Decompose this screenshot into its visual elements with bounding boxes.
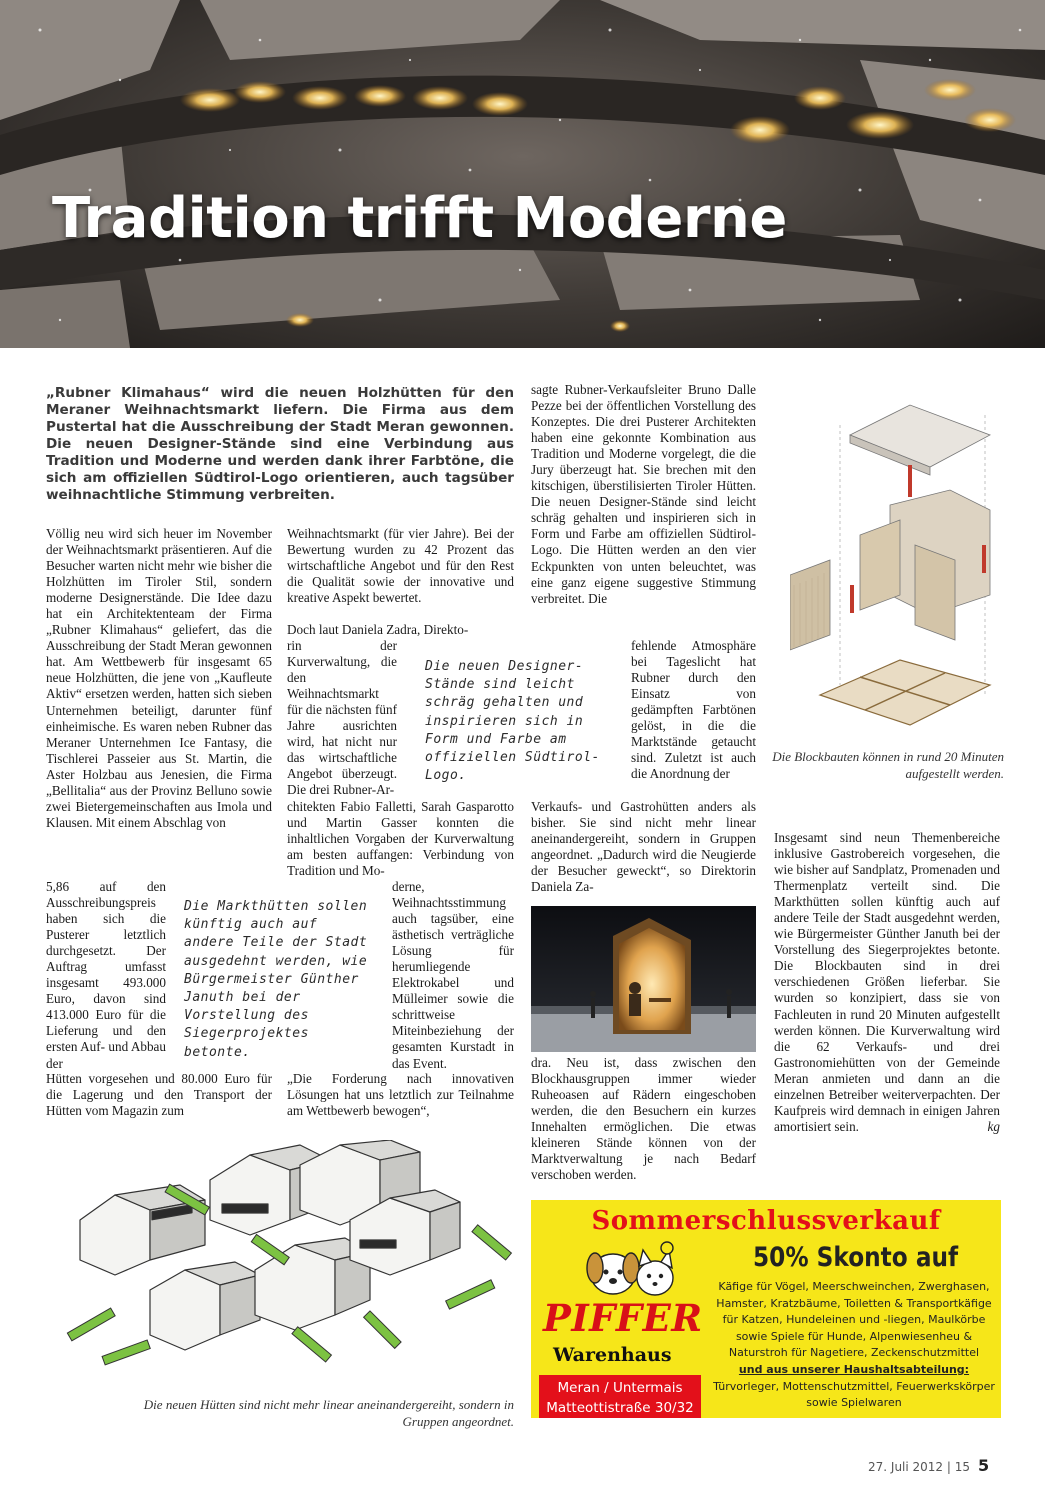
- hut-group-sketch: [60, 1140, 520, 1390]
- hero-image: [0, 0, 1045, 348]
- column-2-text: Weihnachtsmarkt (für vier Jahre). Bei der Bewertung wurden zu 42 Prozent das wirtschaftliche Angebot und für den Rest die Qualität sowie der innovative und kreative Aspekt bewertet.: [287, 526, 514, 606]
- ad-pets-illustration: [577, 1240, 687, 1302]
- ad-discount: 50% Skonto auf: [753, 1242, 959, 1273]
- hut-night-photo: [531, 906, 756, 1052]
- author-initials: kg: [987, 1118, 1000, 1134]
- column-1-narrow-text: 5,86 auf den Ausschreibungspreis haben sich die Pusterer letztlich durchgesetzt. Der Auftrag umfasst insgesamt 493.000 Euro, davon sind 413.000 Euro für die Lieferung und den ersten Auf- und Abbau der: [46, 879, 166, 1071]
- ad-address-line-1: Meran / Untermais: [557, 1380, 683, 1396]
- column-1-bottom-text: Hütten vorgesehen und 80.000 Euro für die Lagerung und den Transport der Hütten vom Magazin zum: [46, 1071, 272, 1119]
- ad-brand-logo: PIFFER: [543, 1296, 703, 1340]
- pullquote-markthuetten: Die Markthütten sollen künftig auch auf andere Teile der Stadt ausgedehnt werden, wie Bürgermeister Günther Januth bei der Vorstellung des Siegerprojektes betonte.: [184, 899, 368, 1060]
- column-2-mid-text: chitekten Fabio Falletti, Sarah Gasparotto und Martin Gasser konnten die inhaltlichen Vorgaben der Kurverwaltung am besten auffangen: Verbindung von Tradition und Mo-: [287, 799, 514, 879]
- issue-date: 27. Juli 2012 | 15: [868, 1460, 971, 1474]
- caption-blockbauten: Die Blockbauten können in rund 20 Minuten aufgestellt werden.: [772, 749, 1004, 781]
- page-number: 5: [978, 1456, 990, 1475]
- column-2-bottom-text: „Die Forderung nach innovativen Lösungen hat uns letztlich zur Teilnahme am Wettbewerb bewogen“,: [287, 1071, 514, 1119]
- column-3-text: sagte Rubner-Verkaufsleiter Bruno Dalle Pezze bei der öffentlichen Vorstellung des Konzeptes. Die drei Pusterer Architekten haben eine gekonnte Kombination aus Tradition und Moderne vorgelegt, die die Jury überzeugt hat. Sie brechen mit den kitschigen, überstilisierten Tiroler Hütten. Die neuen Designer-Stände sind leicht schräg gehalten und inspirieren sich in Form und Farbe am offiziellen Südtirol-Logo. Die Hütten werden an den vier Eckpunkten von unten beleuchtet, was eine ganz eigene suggestive Stimmung verbreitet. Die: [531, 382, 756, 606]
- column-2-right-narrow-text: derne, Weihnachtsstimmung auch tagsüber, eine ästhetisch verträgliche Lösung für herumliegende Elektrokabel und Mülleimer sowie die schrittweise Miteinbeziehung der gesamten Kurstadt in das Event.: [392, 879, 514, 1071]
- exploded-hut-drawing: [790, 395, 1005, 735]
- ad-items: Käfige für Vögel, Meerschweinchen, Zwerghasen, Hamster, Kratzbäume, Toiletten & Transportkäfige für Katzen, Hundeleinen und -liegen, Maulkörbe sowie Spiele für Hunde, Alpenwiesenheu & Naturstroh für Nagetiere, Zeckenschutzmittel: [716, 1280, 992, 1360]
- column-1-text: Völlig neu wird sich heuer im November der Weihnachtsmarkt präsentieren. Auf die Besucher warten nicht mehr wie bisher die Holzhütten im Tiroler Stil, sondern moderne Designerstände. Die Idee dazu hat ein Architektenteam der Firma „Rubner Klimahaus“ geliefert, das die Ausschreibung der Stadt Meran gewonnen hat. Am Wettbewerb für insgesamt 65 neue Holzhütten, die jene von „Kaufleute Aktiv“ ersetzen werden, hatten sich sieben Unternehmen beteiligt, darunter fünf einheimische. Es waren neben Rubner das Meraner Unternehmen Ice Fantasy, die Tischlerei Passeier aus St. Martin, die Aster Holzbau aus Jenesien, die Firma „Bellitalia“ aus der Provinz Belluno sowie zwei Bietergemeinschaften aus Imola und Klausen. Mit einem Abschlag von: [46, 526, 272, 830]
- caption-huetten: Die neuen Hütten sind nicht mehr linear aneinandergereiht, sondern in Gruppen angeordnet.: [143, 1397, 514, 1429]
- headline: Tradition trifft Moderne: [52, 186, 787, 251]
- advertisement-piffer[interactable]: [531, 1200, 1001, 1418]
- ad-title: Sommerschlussverkauf: [591, 1206, 941, 1236]
- pullquote-designer-staende: Die neuen Designer-Stände sind leicht schräg gehalten und inspirieren sich in Form und Farbe am offiziellen Südtirol-Logo.: [425, 659, 600, 784]
- column-3-narrow-text: fehlende Atmosphäre bei Tageslicht hat Rubner durch den Einsatz von gedämpften Farbtönen gelöst, in die die Marktstände getaucht sind. Zuletzt ist auch die Anordnung der: [631, 638, 756, 782]
- column-4-text: [774, 830, 1000, 1135]
- column-2-zadra-text: Doch laut Daniela Zadra, Direkto-: [287, 622, 469, 637]
- ad-product-list: [709, 1279, 999, 1412]
- column-2-narrow-text: rin der Kurverwaltung, die den Weihnachtsmarkt für die nächsten fünf Jahre ausrichten wird, hat nicht nur das wirtschaftliche Angebot überzeugt. Die drei Rubner-Ar-: [287, 638, 397, 798]
- page-footer: [868, 1456, 989, 1475]
- ad-brand-subtitle: Warenhaus: [553, 1344, 672, 1366]
- ad-address-line-2: Matteottistraße 30/32: [546, 1400, 694, 1416]
- column-3-mid-text: Verkaufs- und Gastrohütten anders als bisher. Sie sind nicht mehr linear aneinandergereiht, sondern in Gruppen angeordnet. „Dadurch wird die Neugierde der Besucher geweckt“, so Direktorin Daniela Za-: [531, 799, 756, 895]
- column-3-bottom-text: dra. Neu ist, dass zwischen den Blockhausgruppen immer wieder Ruheoasen auf Rädern eingeschoben werden, die den Besuchern ein kurzes Innehalten ermöglichen. Die etwas kleineren Stände können von der Marktverwaltung je nach Bedarf verschoben werden.: [531, 1055, 756, 1183]
- lead-paragraph: „Rubner Klimahaus“ wird die neuen Holzhütten für den Meraner Weihnachtsmarkt liefern. Die Firma aus dem Pustertal hat die Ausschreibung der Stadt Meran gewonnen. Die neuen Designer-Stände sind eine Verbindung aus Tradition und Moderne und werden dank ihrer Farbtöne, die sich am offiziellen Südtirol-Logo orientieren, auch tagsüber weihnachtliche Stimmung verbreiten.: [46, 385, 514, 503]
- hero-night-market-render: [0, 0, 1045, 348]
- ad-address: [539, 1375, 701, 1418]
- ad-household-items: Türvorleger, Mottenschutzmittel, Feuerwerkskörper sowie Spielwaren: [713, 1379, 995, 1410]
- column-4-body: Insgesamt sind neun Themenbereiche inklusive Gastrobereich vorgesehen, die wie bisher auf Sandplatz, Promenaden und Thermenplatz verteilt sind. Die Markthütten sollen künftig auch auf andere Teile der Stadt ausgedehnt werden, wie Bürgermeister Günther Januth bei der Vorstellung des Siegerprojektes betonte. Die Blockbauten sind in drei verschiedenen Größen lieferbar. Sie wurden so konzipiert, dass sie von Fachleuten in rund 20 Minuten aufgestellt werden können. Die Kurverwaltung wird die 62 Verkaufs- und drei Gastronomiehütten von der Gemeinde Meran anmieten und dann an die einzelnen Betreiber weiterverpachten. Der Kaufpreis wird demnach in einigen Jahren amortisiert sein.: [774, 830, 1000, 1134]
- ad-household-label: und aus unserer Haushaltsabteilung:: [738, 1362, 970, 1376]
